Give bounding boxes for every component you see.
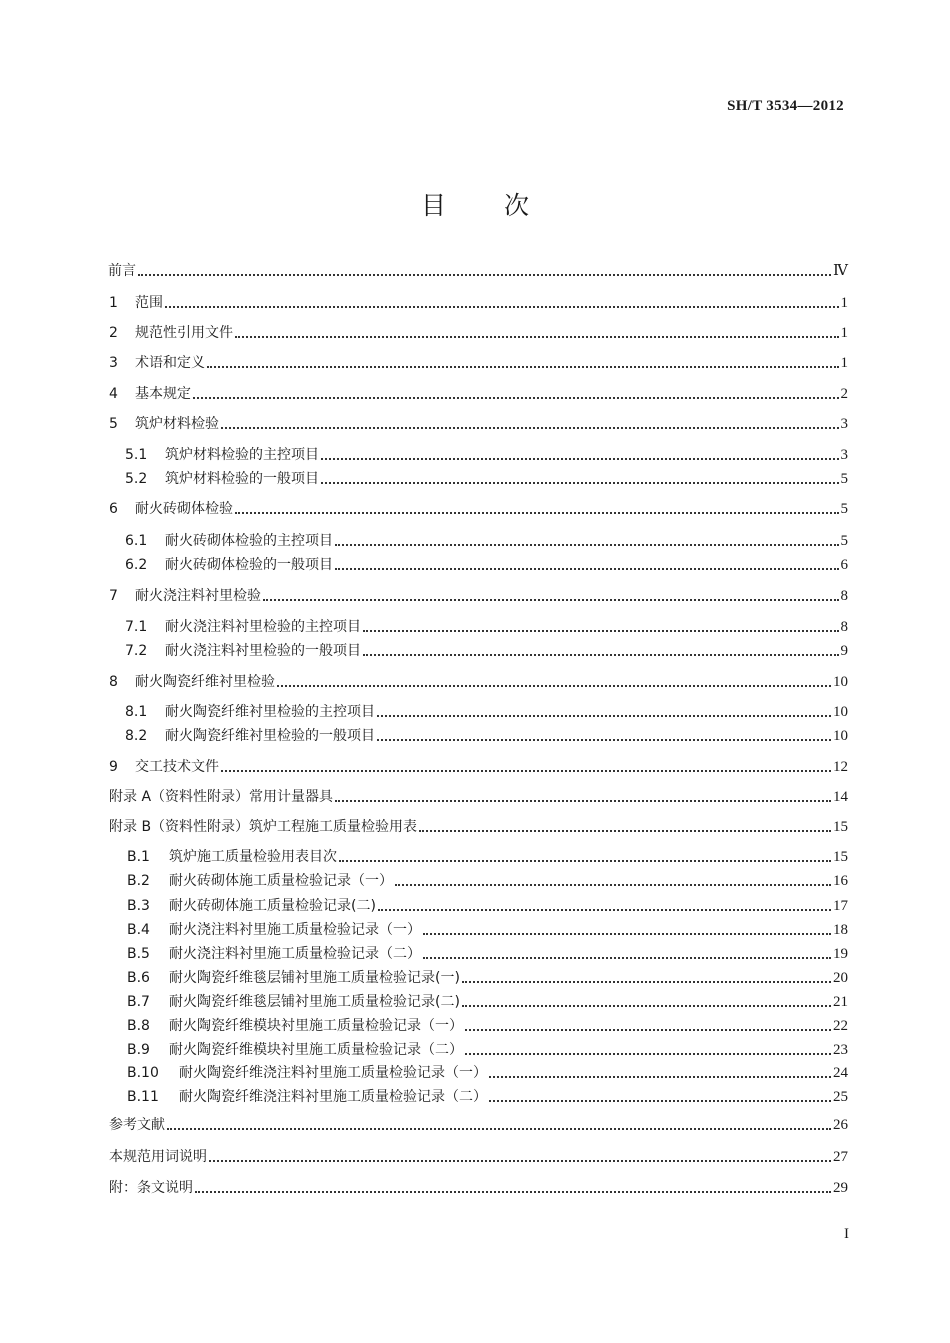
toc-entry-number: B.5	[127, 946, 150, 962]
toc-entry-title: 耐火陶瓷纤维浇注料衬里施工质量检验记录（二）	[179, 1089, 487, 1105]
document-code: SH/T 3534—2012	[727, 98, 844, 114]
toc-dot-leader	[377, 739, 831, 741]
toc-entry-page: 23	[833, 1042, 848, 1058]
toc-entry[interactable]	[108, 262, 848, 280]
toc-entry-page: 6	[840, 557, 848, 573]
toc-entry[interactable]	[109, 324, 848, 342]
toc-entry[interactable]	[109, 385, 848, 403]
toc-entry-number: B.2	[127, 873, 150, 889]
toc-entry[interactable]	[109, 818, 848, 836]
toc-dot-leader	[221, 427, 839, 429]
toc-entry-number: 7.1	[125, 619, 148, 635]
toc-entry-title: 耐火砖砌体检验的主控项目	[165, 533, 333, 549]
toc-entry[interactable]	[109, 500, 848, 518]
toc-entry-title: 规范性引用文件	[135, 325, 233, 341]
toc-entry[interactable]	[125, 727, 848, 745]
toc-dot-leader	[263, 599, 839, 601]
toc-entry-number: 1	[109, 295, 118, 311]
toc-entry-title: 筑炉材料检验的主控项目	[165, 447, 319, 463]
toc-entry[interactable]	[127, 921, 848, 939]
toc-entry-title: 耐火砖砌体检验的一般项目	[165, 557, 333, 573]
toc-entry[interactable]	[109, 294, 848, 312]
toc-entry-title: 耐火陶瓷纤维衬里检验	[135, 674, 275, 690]
toc-entry-title: 筑炉材料检验的一般项目	[165, 471, 319, 487]
toc-entry-page: 15	[833, 819, 848, 835]
toc-entry[interactable]	[125, 532, 848, 550]
toc-entry[interactable]	[109, 788, 848, 806]
toc-entry-title: 前言	[108, 263, 136, 279]
toc-entry-title: 耐火砖砌体施工质量检验记录（一）	[169, 873, 393, 889]
toc-entry-page: 5	[840, 533, 848, 549]
toc-entry-page: 14	[833, 789, 848, 805]
toc-entry-number: B.7	[127, 994, 150, 1010]
toc-entry-title: 术语和定义	[135, 355, 205, 371]
toc-entry-title: 耐火砖砌体施工质量检验记录(二)	[169, 898, 376, 914]
toc-entry-page: 1	[840, 325, 848, 341]
toc-entry-page: 15	[833, 849, 848, 865]
toc-entry[interactable]	[125, 618, 848, 636]
toc-entry-page: 8	[840, 619, 848, 635]
toc-entry[interactable]	[127, 1017, 848, 1035]
toc-dot-leader	[221, 770, 831, 772]
toc-entry[interactable]	[125, 556, 848, 574]
toc-dot-leader	[193, 397, 839, 399]
toc-entry[interactable]	[125, 703, 848, 721]
toc-entry-page: 1	[840, 295, 848, 311]
toc-entry-number: B.11	[127, 1089, 159, 1105]
toc-entry-title: 本规范用词说明	[109, 1149, 207, 1165]
toc-entry-page: 16	[833, 873, 848, 889]
toc-dot-leader	[423, 933, 831, 935]
toc-entry-number: 9	[109, 759, 118, 775]
toc-entry-number: 4	[109, 386, 118, 402]
toc-entry-title: 耐火浇注料衬里检验的一般项目	[165, 643, 361, 659]
toc-entry[interactable]	[109, 587, 848, 605]
toc-entry-title: 耐火陶瓷纤维模块衬里施工质量检验记录（二）	[169, 1042, 463, 1058]
toc-entry-title: 附录 A（资料性附录）常用计量器具	[109, 789, 334, 805]
toc-entry-number: 8	[109, 674, 118, 690]
toc-dot-leader	[465, 1053, 831, 1055]
toc-entry-page: 24	[833, 1065, 848, 1081]
toc-entry-number: 5.1	[125, 447, 148, 463]
toc-dot-leader	[419, 830, 831, 832]
toc-dot-leader	[321, 482, 839, 484]
toc-entry[interactable]	[109, 758, 848, 776]
toc-entry-number: 7.2	[125, 643, 148, 659]
toc-dot-leader	[462, 1005, 831, 1007]
toc-entry-number: 7	[109, 588, 118, 604]
toc-entry-page: 18	[833, 922, 848, 938]
toc-entry-number: 8.2	[125, 728, 148, 744]
toc-dot-leader	[335, 568, 839, 570]
toc-dot-leader	[363, 630, 839, 632]
toc-dot-leader	[209, 1160, 831, 1162]
toc-entry-page: 10	[833, 704, 848, 720]
toc-entry[interactable]	[125, 642, 848, 660]
toc-entry-number: 6	[109, 501, 118, 517]
toc-entry-page: 9	[840, 643, 848, 659]
toc-entry-number: 5.2	[125, 471, 148, 487]
toc-dot-leader	[165, 306, 839, 308]
toc-dot-leader	[423, 957, 831, 959]
toc-dot-leader	[489, 1100, 831, 1102]
toc-entry-title: 耐火浇注料衬里施工质量检验记录（二）	[169, 946, 421, 962]
toc-dot-leader	[277, 685, 831, 687]
toc-dot-leader	[167, 1128, 831, 1130]
toc-entry[interactable]	[109, 1116, 848, 1134]
toc-entry-title: 耐火陶瓷纤维毯层铺衬里施工质量检验记录(一)	[169, 970, 460, 986]
toc-entry-number: B.10	[127, 1065, 159, 1081]
toc-entry-number: 2	[109, 325, 118, 341]
toc-entry-number: 6.2	[125, 557, 148, 573]
toc-entry-page: 29	[833, 1180, 848, 1196]
toc-entry-page: 25	[833, 1089, 848, 1105]
toc-entry-page: 27	[833, 1149, 848, 1165]
toc-entry-number: B.4	[127, 922, 150, 938]
toc-dot-leader	[395, 884, 831, 886]
toc-dot-leader	[335, 544, 839, 546]
toc-dot-leader	[335, 800, 831, 802]
page-number: I	[844, 1226, 849, 1242]
toc-entry-page: 19	[833, 946, 848, 962]
toc-entry[interactable]	[127, 848, 848, 866]
toc-entry-title: 耐火陶瓷纤维模块衬里施工质量检验记录（一）	[169, 1018, 463, 1034]
toc-entry-number: B.3	[127, 898, 150, 914]
toc-entry[interactable]	[127, 1088, 848, 1106]
toc-entry-page: 20	[833, 970, 848, 986]
toc-entry[interactable]	[109, 1179, 848, 1197]
toc-entry-page: 21	[833, 994, 848, 1010]
toc-entry-page: 5	[840, 501, 848, 517]
toc-dot-leader	[321, 458, 839, 460]
toc-entry-title: 参考文献	[109, 1117, 165, 1133]
toc-entry-title: 交工技术文件	[135, 759, 219, 775]
toc-dot-leader	[462, 981, 831, 983]
toc-entry[interactable]	[127, 872, 848, 890]
toc-entry[interactable]	[109, 415, 848, 433]
toc-dot-leader	[465, 1029, 831, 1031]
toc-entry-title: 耐火陶瓷纤维衬里检验的主控项目	[165, 704, 375, 720]
toc-dot-leader	[207, 366, 839, 368]
toc-entry-page: 5	[840, 471, 848, 487]
toc-dot-leader	[363, 654, 839, 656]
toc-entry-page: 3	[840, 447, 848, 463]
toc-entry-title: 范围	[135, 295, 163, 311]
page-title: 目次	[420, 191, 587, 220]
toc-dot-leader	[235, 512, 839, 514]
toc-entry[interactable]	[127, 945, 848, 963]
toc-entry-page: 8	[840, 588, 848, 604]
toc-entry-page: 3	[840, 416, 848, 432]
toc-entry-title: 耐火浇注料衬里检验	[135, 588, 261, 604]
toc-entry-title: 耐火砖砌体检验	[135, 501, 233, 517]
toc-entry[interactable]	[127, 993, 848, 1011]
toc-entry-page: 22	[833, 1018, 848, 1034]
toc-entry[interactable]	[127, 969, 848, 987]
toc-entry-page: 12	[833, 759, 848, 775]
toc-entry-page: Ⅳ	[833, 263, 848, 279]
toc-entry[interactable]	[127, 1064, 848, 1082]
toc-entry-title: 附：条文说明	[109, 1180, 193, 1196]
toc-entry-title: 基本规定	[135, 386, 191, 402]
toc-entry-title: 筑炉施工质量检验用表目次	[169, 849, 337, 865]
toc-entry-title: 耐火陶瓷纤维浇注料衬里施工质量检验记录（一）	[179, 1065, 487, 1081]
toc-entry-number: B.1	[127, 849, 150, 865]
toc-dot-leader	[378, 909, 831, 911]
toc-dot-leader	[489, 1076, 831, 1078]
toc-entry-number: B.9	[127, 1042, 150, 1058]
toc-entry-page: 1	[840, 355, 848, 371]
toc-entry-page: 2	[840, 386, 848, 402]
toc-dot-leader	[339, 860, 831, 862]
toc-dot-leader	[195, 1191, 831, 1193]
toc-entry[interactable]	[127, 1041, 848, 1059]
toc-entry-number: 5	[109, 416, 118, 432]
toc-entry[interactable]	[109, 354, 848, 372]
toc-entry-page: 26	[833, 1117, 848, 1133]
toc-entry-page: 10	[833, 728, 848, 744]
toc-entry[interactable]	[125, 446, 848, 464]
toc-entry[interactable]	[127, 897, 848, 915]
toc-entry-title: 筑炉材料检验	[135, 416, 219, 432]
toc-entry-title: 耐火陶瓷纤维衬里检验的一般项目	[165, 728, 375, 744]
toc-entry-title: 耐火浇注料衬里施工质量检验记录（一）	[169, 922, 421, 938]
toc-entry-title: 耐火浇注料衬里检验的主控项目	[165, 619, 361, 635]
toc-entry-number: B.6	[127, 970, 150, 986]
toc-entry-number: 6.1	[125, 533, 148, 549]
toc-dot-leader	[138, 274, 831, 276]
toc-entry[interactable]	[109, 1148, 848, 1166]
toc-entry-title: 耐火陶瓷纤维毯层铺衬里施工质量检验记录(二)	[169, 994, 460, 1010]
toc-entry-page: 10	[833, 674, 848, 690]
toc-dot-leader	[377, 715, 831, 717]
toc-entry-number: 3	[109, 355, 118, 371]
toc-entry-title: 附录 B（资料性附录）筑炉工程施工质量检验用表	[109, 819, 418, 835]
toc-entry[interactable]	[125, 470, 848, 488]
toc-dot-leader	[235, 336, 839, 338]
toc-entry-number: 8.1	[125, 704, 148, 720]
toc-entry-number: B.8	[127, 1018, 150, 1034]
toc-entry-page: 17	[833, 898, 848, 914]
toc-entry[interactable]	[109, 673, 848, 691]
